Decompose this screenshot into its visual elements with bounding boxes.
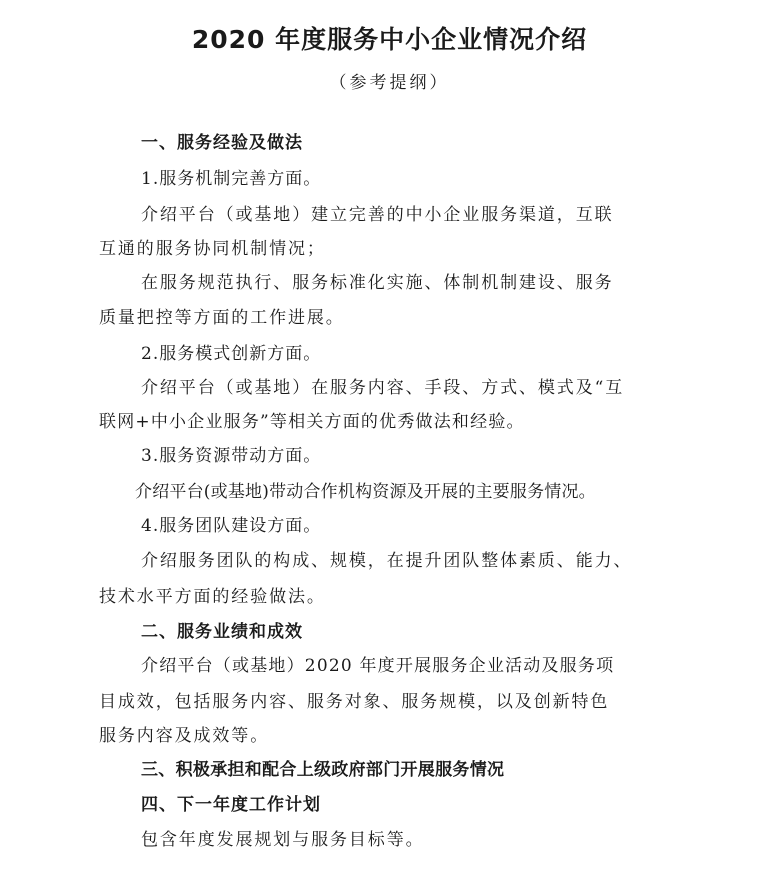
paragraph-line: 介绍平台（或基地）建立完善的中小企业服务渠道，互联 [141,205,614,225]
paragraph-line: 服务内容及成效等。 [99,726,270,746]
paragraph-line: 介绍平台（或基地）2020 年度开展服务企业活动及服务项 [141,656,615,676]
paragraph-line: 质量把控等方面的工作进展。 [99,308,345,328]
subsection-heading: 2.服务模式创新方面。 [141,344,322,364]
section-heading-4: 四、下一年度工作计划 [141,795,321,815]
paragraph-line: 在服务规范执行、服务标准化实施、体制机制建设、服务 [141,273,614,293]
section-heading-2: 二、服务业绩和成效 [141,622,303,642]
subsection-heading: 1.服务机制完善方面。 [141,169,322,189]
paragraph-line: 互通的服务协同机制情况； [99,239,326,259]
paragraph-line: 包含年度发展规划与服务目标等。 [141,830,425,850]
section-heading-1: 一、服务经验及做法 [141,133,303,153]
section-heading-3: 三、积极承担和配合上级政府部门开展服务情况 [141,760,505,780]
document-subtitle: （参考提纲） [329,73,450,93]
subsection-heading: 3.服务资源带动方面。 [141,446,322,466]
subsection-heading: 4.服务团队建设方面。 [141,516,322,536]
paragraph-line: 介绍平台(或基地)带动合作机构资源及开展的主要服务情况。 [135,482,596,502]
paragraph-line: 目成效，包括服务内容、服务对象、服务规模，以及创新特色 [99,692,610,712]
paragraph-line: 技术水平方面的经验做法。 [99,587,326,607]
document-title: 2020 年度服务中小企业情况介绍 [191,25,588,54]
paragraph-line: 介绍服务团队的构成、规模，在提升团队整体素质、能力、 [141,551,633,571]
paragraph-line: 联网+中小企业服务”等相关方面的优秀做法和经验。 [99,412,525,432]
paragraph-line: 介绍平台（或基地）在服务内容、手段、方式、模式及“互 [141,378,625,398]
